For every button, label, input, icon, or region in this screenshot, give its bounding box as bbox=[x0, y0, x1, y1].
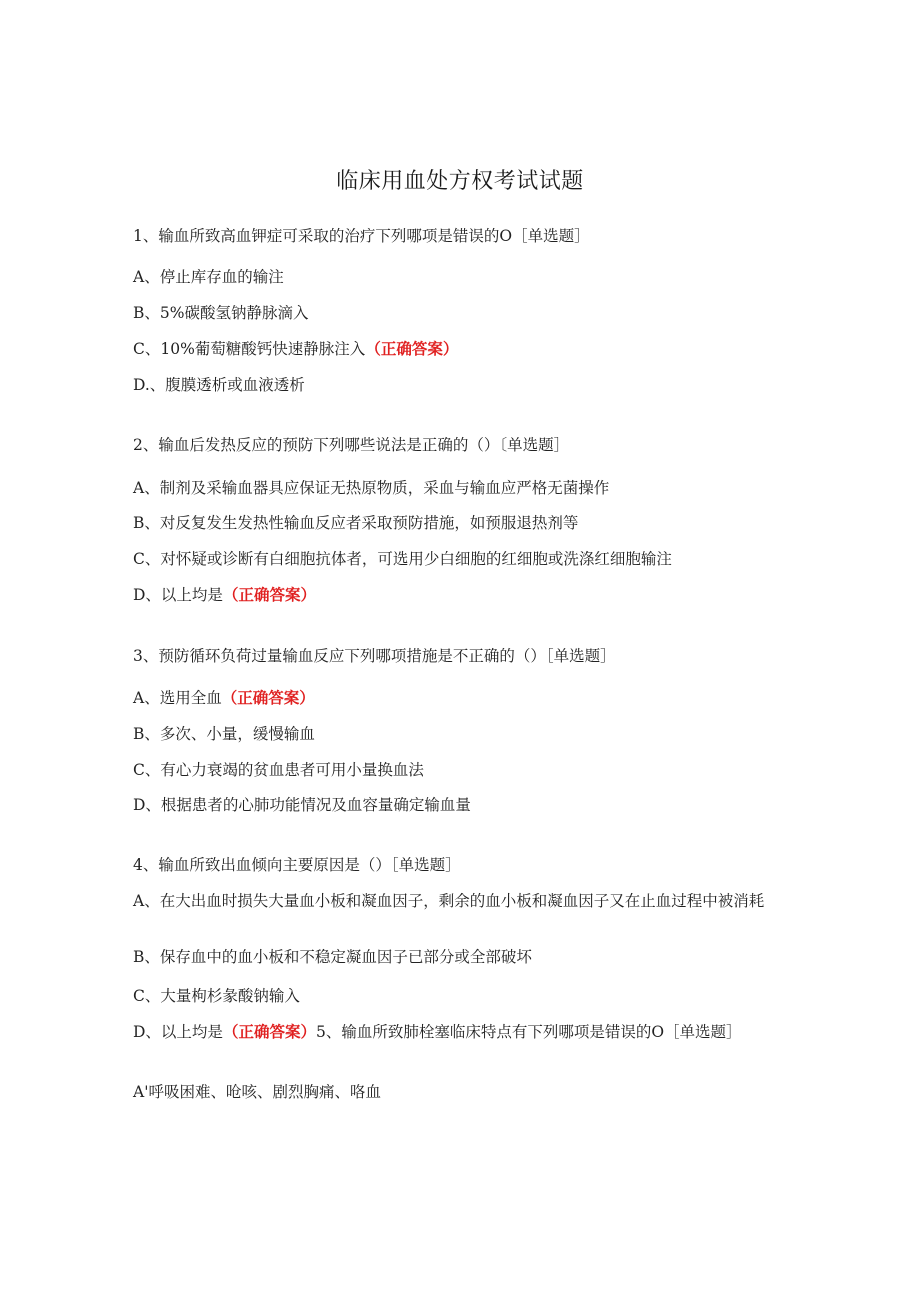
correct-answer-tag: （正确答案） bbox=[221, 688, 315, 707]
document-title: 临床用血处方权考试试题 bbox=[336, 169, 584, 194]
option-text: A、选用全血 bbox=[133, 689, 222, 707]
question-3-option-d: D、根据患者的心肺功能情况及血容量确定输血量 bbox=[133, 796, 471, 814]
question-2-option-a: A、制剂及采输血器具应保证无热原物质，采血与输血应严格无菌操作 bbox=[133, 479, 610, 497]
question-5-stem: 5、输血所致肺栓塞临床特点有下列哪项是错误的O［单选题］ bbox=[315, 1023, 742, 1041]
question-2-option-c: C、对怀疑或诊断有白细胞抗体者，可选用少白细胞的红细胞或洗涤红细胞输注 bbox=[133, 550, 672, 568]
option-text: D、以上均是 bbox=[133, 1023, 223, 1041]
question-1-option-a: A、停止库存血的输注 bbox=[133, 268, 284, 286]
question-3-option-b: B、多次、小量，缓慢输血 bbox=[133, 725, 315, 743]
question-1-stem: 1、输血所致高血钾症可采取的治疗下列哪项是错误的O［单选题］ bbox=[133, 227, 590, 245]
question-5-option-a: A'呼吸困难、呛咳、剧烈胸痛、咯血 bbox=[133, 1083, 381, 1101]
question-1-option-b: B、5%碳酸氢钠静脉滴入 bbox=[133, 304, 309, 322]
question-1-option-c bbox=[133, 337, 783, 361]
correct-answer-tag: （正确答案） bbox=[222, 1022, 316, 1041]
question-4-option-d bbox=[133, 1020, 783, 1044]
question-4-stem: 4、输血所致出血倾向主要原因是（）［单选题］ bbox=[133, 856, 461, 874]
question-2-option-d bbox=[133, 583, 783, 607]
question-4-option-b: B、保存血中的血小板和不稳定凝血因子已部分或全部破坏 bbox=[133, 948, 532, 966]
question-3-option-a bbox=[133, 686, 783, 710]
option-text: C、10%葡萄糖酸钙快速静脉注入 bbox=[133, 340, 366, 358]
question-2-option-b: B、对反复发生发热性输血反应者采取预防措施，如预服退热剂等 bbox=[133, 514, 579, 532]
question-1-option-d: D.、腹膜透析或血液透析 bbox=[133, 376, 305, 394]
correct-answer-tag: （正确答案） bbox=[222, 585, 316, 604]
question-4-option-a: A、在大出血时损失大量血小板和凝血因子，剩余的血小板和凝血因子又在止血过程中被消耗 bbox=[133, 892, 765, 910]
question-4-option-c: C、大量枸杉彖酸钠输入 bbox=[133, 987, 300, 1005]
option-text: D、以上均是 bbox=[133, 586, 223, 604]
question-3-stem: 3、预防循环负荷过量输血反应下列哪项措施是不正确的（）［单选题］ bbox=[133, 647, 616, 665]
question-3-option-c: C、有心力衰竭的贫血患者可用小量换血法 bbox=[133, 761, 424, 779]
correct-answer-tag: （正确答案） bbox=[365, 339, 459, 358]
question-2-stem: 2、输血后发热反应的预防下列哪些说法是正确的（）〔单选题］ bbox=[133, 436, 570, 454]
